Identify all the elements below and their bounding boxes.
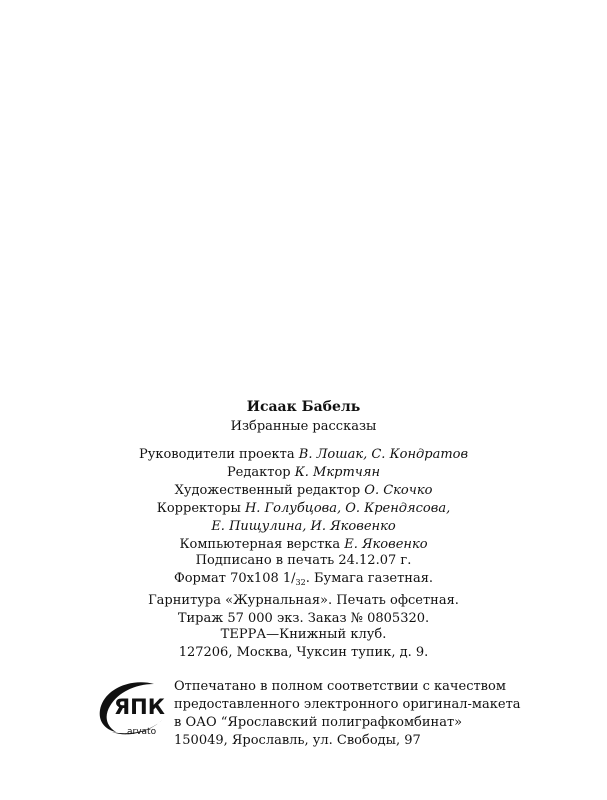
author-block [0, 398, 607, 416]
logo-text: ЯПК [114, 695, 165, 719]
typeface-line: Гарнитура «Журнальная». Печать офсетная. [148, 593, 459, 608]
publisher-block [0, 626, 607, 662]
printer-info [174, 678, 574, 750]
logo-subtext: arvato [127, 727, 157, 737]
printer-line-4: 150049, Ярославль, ул. Свободы, 97 [174, 733, 421, 748]
credit-editor: Редактор К. Мкртчян [226, 465, 381, 480]
printer-line-1: Отпечатано в полном соответствии с качеством [174, 679, 506, 694]
author-name: Исаак Бабель [246, 399, 361, 415]
print-run-line: Тираж 57 000 экз. Заказ № 0805320. [177, 611, 430, 626]
printer-line-2: предоставленного электронного оригинал-макета [174, 697, 521, 712]
printer-line-3: в ОАО “Ярославский полиграфкомбинат» [174, 715, 463, 730]
credit-layout: Компьютерная верстка Е. Яковенко [179, 537, 428, 552]
print-details [0, 552, 607, 628]
printer-logo [92, 676, 168, 742]
publisher-address: 127206, Москва, Чуксин тупик, д. 9. [178, 645, 429, 660]
format-line: Формат 70x108 $1/_{32}$. Бумага газетная. [173, 571, 434, 587]
signed-to-print: Подписано в печать 24.12.07 г. [195, 553, 412, 568]
credit-art-editor: Художественный редактор О. Скочко [174, 483, 433, 498]
publisher-name: ТЕРРА—Книжный клуб. [220, 627, 387, 642]
staff-credits [0, 446, 607, 554]
credit-proofreaders: Корректоры Н. Голубцова, О. Крендясова, [156, 501, 451, 516]
book-title: Избранные рассказы [230, 419, 377, 434]
credit-project-leads: Руководители проекта В. Лошак, С. Кондратов [138, 447, 469, 462]
credit-proofreaders-cont: Е. Пищулина, И. Яковенко [211, 519, 396, 534]
title-block [0, 418, 607, 436]
